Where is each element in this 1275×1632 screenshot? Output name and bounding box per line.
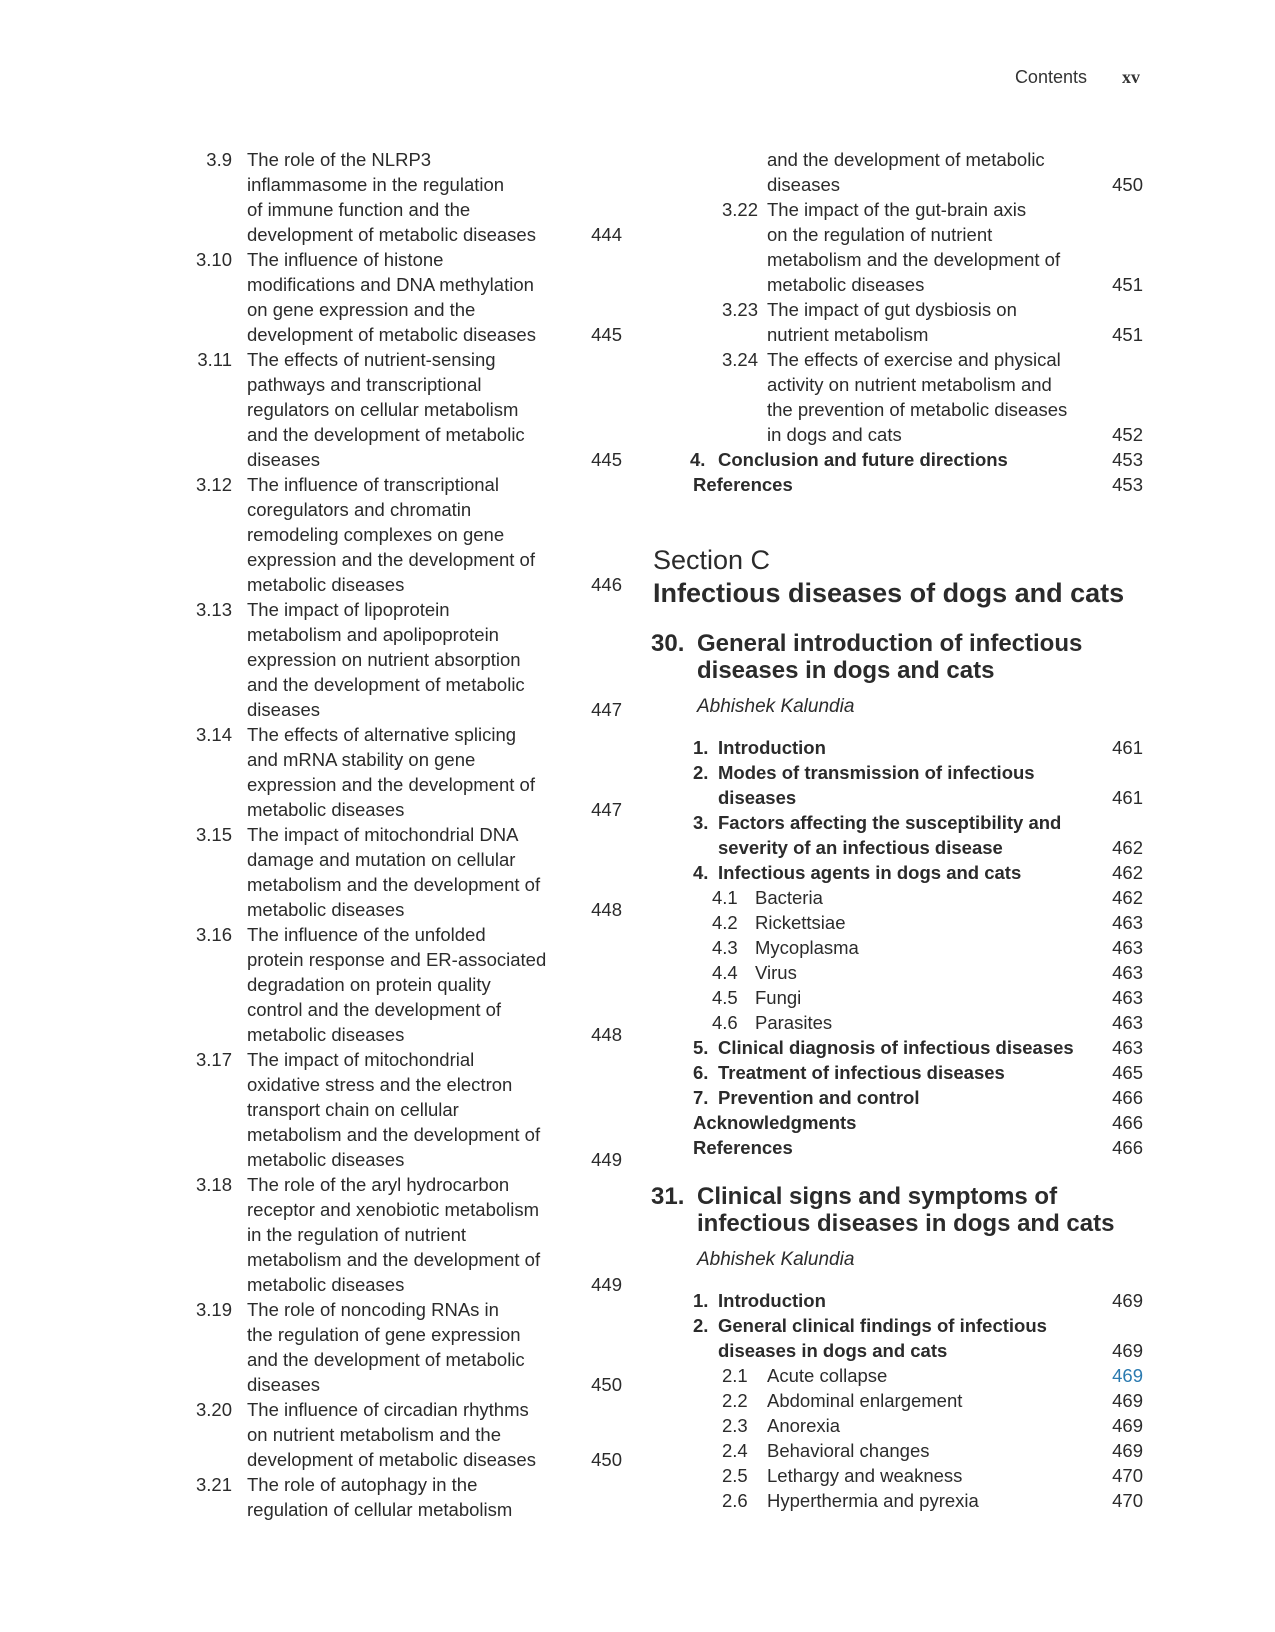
toc-entry-title-line[interactable]: The influence of circadian rhythms <box>247 1399 529 1420</box>
toc-entry-page[interactable]: 463 <box>1112 1037 1143 1058</box>
toc-entry-title-line[interactable]: The role of the aryl hydrocarbon <box>247 1174 510 1195</box>
toc-entry-title-line[interactable]: metabolic diseases <box>247 1024 405 1045</box>
toc-entry-number: 3.18 <box>195 1174 232 1195</box>
toc-entry-page[interactable]: 448 <box>591 899 622 920</box>
toc-entry-page[interactable]: 445 <box>591 449 622 470</box>
toc-entry-page[interactable]: 463 <box>1112 912 1143 933</box>
toc-entry-page[interactable]: 450 <box>591 1374 622 1395</box>
toc-entry-number: 4. <box>690 449 706 470</box>
toc-entry-number: 3.9 <box>206 149 232 170</box>
toc-entry-title-line[interactable]: The effects of exercise and physical <box>767 349 1061 370</box>
toc-entry-title-line[interactable]: The effects of nutrient-sensing <box>247 349 496 370</box>
toc-entry-title-line[interactable]: Prevention and control <box>718 1087 920 1108</box>
toc-entry-title-line[interactable]: The influence of the unfolded <box>247 924 486 945</box>
toc-entry-page[interactable]: 452 <box>1112 424 1143 445</box>
toc-entry-page[interactable]: 449 <box>591 1274 622 1295</box>
toc-entry-page[interactable]: 463 <box>1112 1012 1143 1033</box>
toc-entry-number: 2.6 <box>722 1490 748 1511</box>
toc-entry-title-line[interactable]: Infectious agents in dogs and cats <box>718 862 1022 883</box>
toc-entry-title-line[interactable]: and mRNA stability on gene <box>247 749 476 770</box>
toc-entry-title-line[interactable]: on nutrient metabolism and the <box>247 1424 502 1445</box>
toc-entry-title-line[interactable]: Virus <box>755 962 797 983</box>
toc-entry-number: 3.21 <box>195 1474 232 1495</box>
toc-entry-title-line[interactable]: The influence of transcriptional <box>247 474 499 495</box>
toc-entry-title-line[interactable]: development of metabolic diseases <box>247 324 536 345</box>
toc-entry-number: 3.14 <box>195 724 232 745</box>
toc-entry-number: 3.13 <box>195 599 232 620</box>
toc-entry-title-line[interactable]: The impact of the gut-brain axis <box>767 199 1027 220</box>
toc-entry-page[interactable]: 469 <box>1112 1415 1143 1436</box>
toc-entry-title-line[interactable]: References <box>693 474 793 495</box>
toc-entry-title-line[interactable]: modifications and DNA methylation <box>247 274 534 295</box>
toc-entry-title-line[interactable]: The role of noncoding RNAs in <box>247 1299 499 1320</box>
chapter-author: Abhishek Kalundia <box>697 1249 855 1270</box>
toc-entry-title-line[interactable]: The impact of gut dysbiosis on <box>767 299 1017 320</box>
toc-entry-title-line[interactable]: nutrient metabolism <box>767 324 929 345</box>
toc-entry-number: 3.12 <box>195 474 232 495</box>
toc-entry-page[interactable]: 446 <box>591 574 622 595</box>
toc-entry-page[interactable]: 451 <box>1112 274 1143 295</box>
toc-entry-title-line[interactable]: The influence of histone <box>247 249 444 270</box>
toc-entry-title-line[interactable]: and the development of metabolic <box>767 149 1045 170</box>
toc-entry-number: 2.2 <box>722 1390 748 1411</box>
toc-entry-title-line[interactable]: of immune function and the <box>247 199 471 220</box>
toc-entry-page[interactable]: 447 <box>591 699 622 720</box>
toc-entry-page[interactable]: 466 <box>1112 1087 1143 1108</box>
toc-entry-title-line[interactable]: diseases in dogs and cats <box>718 1340 948 1361</box>
toc-entry-title-line[interactable]: expression and the development of <box>247 549 535 570</box>
toc-entry-title-line[interactable]: remodeling complexes on gene <box>247 524 505 545</box>
toc-entry-page[interactable]: 462 <box>1112 837 1143 858</box>
toc-entry-title-line[interactable]: Introduction <box>718 737 826 758</box>
toc-entry-title-line[interactable]: Bacteria <box>755 887 823 908</box>
toc-entry-title-line[interactable]: oxidative stress and the electron <box>247 1074 513 1095</box>
toc-entry-number: 6. <box>693 1062 709 1083</box>
toc-entry-page[interactable]: 463 <box>1112 962 1143 983</box>
toc-entry-title-line[interactable]: The impact of lipoprotein <box>247 599 450 620</box>
toc-entry-title-line[interactable]: control and the development of <box>247 999 502 1020</box>
toc-entry-page[interactable]: 444 <box>591 224 622 245</box>
toc-entry-title-line[interactable]: expression and the development of <box>247 774 535 795</box>
toc-entry-number: 2.1 <box>722 1365 748 1386</box>
toc-entry-title-line[interactable]: metabolism and apolipoprotein <box>247 624 499 645</box>
toc-entry-title-line[interactable]: and the development of metabolic <box>247 674 525 695</box>
toc-entry-number: 3.11 <box>197 349 232 370</box>
toc-entry-title-line[interactable]: in dogs and cats <box>767 424 902 445</box>
toc-entry-title-line[interactable]: The role of autophagy in the <box>247 1474 478 1495</box>
toc-entry-page[interactable]: 448 <box>591 1024 622 1045</box>
toc-entry-page[interactable]: 463 <box>1112 937 1143 958</box>
toc-entry-title-line[interactable]: diseases <box>247 449 321 470</box>
chapter-number: 31. <box>651 1183 685 1210</box>
toc-entry-title-line[interactable]: metabolism and the development of <box>767 249 1061 270</box>
toc-entry-title-line[interactable]: metabolic diseases <box>767 274 925 295</box>
chapter-title-line[interactable]: infectious diseases in dogs and cats <box>697 1210 1115 1237</box>
toc-entry-title-line[interactable]: Acknowledgments <box>693 1112 857 1133</box>
toc-entry-number: 3.10 <box>195 249 232 270</box>
chapter-number: 30. <box>651 630 685 657</box>
toc-entry-page[interactable]: 449 <box>591 1149 622 1170</box>
toc-entry-title-line[interactable]: metabolism and the development of <box>247 874 541 895</box>
toc-entry-page[interactable]: 445 <box>591 324 622 345</box>
toc-entry-page[interactable]: 461 <box>1112 787 1143 808</box>
toc-entry-title-line[interactable]: Abdominal enlargement <box>767 1390 963 1411</box>
toc-entry-page[interactable]: 453 <box>1112 474 1143 495</box>
toc-entry-number: 2. <box>693 1315 709 1336</box>
toc-entry-title-line[interactable]: Parasites <box>755 1012 833 1033</box>
toc-entry-title-line[interactable]: receptor and xenobiotic metabolism <box>247 1199 540 1220</box>
section-label: Section C <box>653 545 771 575</box>
toc-entry-page[interactable]: 470 <box>1112 1490 1143 1511</box>
toc-entry-title-line[interactable]: transport chain on cellular <box>247 1099 459 1120</box>
chapter-title-line[interactable]: General introduction of infectious <box>697 630 1083 657</box>
toc-entry-title-line[interactable]: development of metabolic diseases <box>247 224 536 245</box>
toc-entry-page[interactable]: 450 <box>1112 174 1143 195</box>
toc-entry-title-line[interactable]: inflammasome in the regulation <box>247 174 505 195</box>
toc-entry-page[interactable]: 466 <box>1112 1112 1143 1133</box>
running-head-label: Contents <box>1014 67 1087 87</box>
toc-entry-title-line[interactable]: activity on nutrient metabolism and <box>767 374 1052 395</box>
toc-entry-title-line[interactable]: and the development of metabolic <box>247 424 525 445</box>
chapter-author: Abhishek Kalundia <box>697 696 855 717</box>
toc-entry-title-line[interactable]: on the regulation of nutrient <box>767 224 993 245</box>
chapter-title-line[interactable]: diseases in dogs and cats <box>697 657 995 684</box>
toc-entry-number: 4.5 <box>712 987 738 1008</box>
toc-entry-title-line[interactable]: coregulators and chromatin <box>247 499 472 520</box>
toc-entry-title-line[interactable]: and the development of metabolic <box>247 1349 525 1370</box>
toc-entry-title-line[interactable]: regulation of cellular metabolism <box>247 1499 513 1520</box>
toc-entry-title-line[interactable]: the regulation of gene expression <box>247 1324 521 1345</box>
toc-entry-title-line[interactable]: Behavioral changes <box>767 1440 930 1461</box>
toc-entry-title-line[interactable]: development of metabolic diseases <box>247 1449 536 1470</box>
toc-entry-number: 3.23 <box>721 299 758 320</box>
toc-entry-title-line[interactable]: metabolic diseases <box>247 1274 405 1295</box>
toc-entry-page[interactable]: 466 <box>1112 1137 1143 1158</box>
toc-entry-title-line[interactable]: the prevention of metabolic diseases <box>767 399 1068 420</box>
toc-entry-number: 1. <box>693 737 709 758</box>
toc-entry-number: 3.20 <box>195 1399 232 1420</box>
toc-entry-title-line[interactable]: severity of an infectious disease <box>718 837 1003 858</box>
toc-entry-title-line[interactable]: Lethargy and weakness <box>767 1465 963 1486</box>
toc-entry-number: 1. <box>693 1290 709 1311</box>
toc-entry-number: 3.19 <box>195 1299 232 1320</box>
toc-entry-title-line[interactable]: Hyperthermia and pyrexia <box>767 1490 979 1511</box>
toc-entry-title-line[interactable]: metabolic diseases <box>247 1149 405 1170</box>
toc-entry-title-line[interactable]: The impact of mitochondrial <box>247 1049 475 1070</box>
toc-entry-title-line[interactable]: General clinical findings of infectious <box>718 1315 1047 1336</box>
toc-entry-number: 2.3 <box>722 1415 748 1436</box>
toc-entry-title-line[interactable]: Fungi <box>755 987 802 1008</box>
toc-entry-title-line[interactable]: diseases <box>718 787 797 808</box>
toc-entry-title-line[interactable]: metabolic diseases <box>247 799 405 820</box>
toc-entry-page[interactable]: 462 <box>1112 862 1143 883</box>
toc-entry-title-line[interactable]: metabolism and the development of <box>247 1249 541 1270</box>
toc-entry-title-line[interactable]: Acute collapse <box>767 1365 888 1386</box>
toc-entry-title-line[interactable]: damage and mutation on cellular <box>247 849 516 870</box>
toc-entry-title-line[interactable]: diseases <box>247 1374 321 1395</box>
toc-entry-number: 3.22 <box>721 199 758 220</box>
toc-entry-page[interactable]: 465 <box>1112 1062 1143 1083</box>
toc-entry-number: 4.1 <box>712 887 738 908</box>
toc-entry-page[interactable]: 469 <box>1112 1290 1143 1311</box>
toc-entry-page[interactable]: 463 <box>1112 987 1143 1008</box>
toc-entry-title-line[interactable]: Rickettsiae <box>755 912 846 933</box>
toc-entry-title-line[interactable]: diseases <box>247 699 321 720</box>
toc-entry-number: 4.2 <box>712 912 738 933</box>
toc-entry-number: 3.24 <box>721 349 758 370</box>
toc-entry-number: 4.4 <box>712 962 738 983</box>
toc-entry-page[interactable]: 470 <box>1112 1465 1143 1486</box>
toc-entry-number: 5. <box>693 1037 709 1058</box>
toc-entry-number: 2.4 <box>722 1440 748 1461</box>
toc-entry-title-line[interactable]: The role of the NLRP3 <box>247 149 432 170</box>
section-title: Infectious diseases of dogs and cats <box>653 578 1125 608</box>
toc-entry-title-line[interactable]: on gene expression and the <box>247 299 476 320</box>
toc-entry-title-line[interactable]: metabolic diseases <box>247 574 405 595</box>
toc-entry-title-line[interactable]: Conclusion and future directions <box>718 449 1008 470</box>
toc-entry-number: 2.5 <box>722 1465 748 1486</box>
toc-entry-title-line[interactable]: metabolism and the development of <box>247 1124 541 1145</box>
toc-entry-title-line[interactable]: in the regulation of nutrient <box>247 1224 467 1245</box>
toc-entry-title-line[interactable]: expression on nutrient absorption <box>247 649 521 670</box>
toc-entry-title-line[interactable]: degradation on protein quality <box>247 974 491 995</box>
page-number: xv <box>1122 67 1140 87</box>
toc-entry-title-line[interactable]: Clinical diagnosis of infectious diseases <box>718 1037 1074 1058</box>
toc-entry-page[interactable]: 451 <box>1112 324 1143 345</box>
toc-entry-title-line[interactable]: Anorexia <box>767 1415 841 1436</box>
toc-entry-title-line[interactable]: The effects of alternative splicing <box>247 724 517 745</box>
toc-entry-page[interactable]: 453 <box>1112 449 1143 470</box>
toc-entry-title-line[interactable]: Modes of transmission of infectious <box>718 762 1035 783</box>
chapter-title-line[interactable]: Clinical signs and symptoms of <box>697 1183 1058 1210</box>
toc-entry-title-line[interactable]: The impact of mitochondrial DNA <box>247 824 519 845</box>
toc-entry-page[interactable]: 461 <box>1112 737 1143 758</box>
toc-entry-page[interactable]: 469 <box>1112 1440 1143 1461</box>
toc-entry-number: 3.15 <box>195 824 232 845</box>
toc-entry-page[interactable]: 462 <box>1112 887 1143 908</box>
toc-entry-page[interactable]: 469 <box>1112 1340 1143 1361</box>
toc-entry-page[interactable]: 469 <box>1112 1390 1143 1411</box>
toc-entry-title-line[interactable]: Treatment of infectious diseases <box>718 1062 1005 1083</box>
toc-entry-number: 3.16 <box>195 924 232 945</box>
toc-entry-title-line[interactable]: Factors affecting the susceptibility and <box>718 812 1062 833</box>
toc-entry-number: 4.3 <box>712 937 738 958</box>
toc-entry-number: 3.17 <box>195 1049 232 1070</box>
toc-entry-page[interactable]: 450 <box>591 1449 622 1470</box>
toc-entry-title-line[interactable]: regulators on cellular metabolism <box>247 399 519 420</box>
toc-entry-number: 4. <box>693 862 709 883</box>
toc-entry-number: 7. <box>693 1087 709 1108</box>
toc-entry-title-line[interactable]: Introduction <box>718 1290 826 1311</box>
toc-entry-title-line[interactable]: metabolic diseases <box>247 899 405 920</box>
toc-entry-title-line[interactable]: diseases <box>767 174 841 195</box>
toc-entry-number: 3. <box>693 812 709 833</box>
toc-entry-title-line[interactable]: pathways and transcriptional <box>247 374 482 395</box>
toc-entry-title-line[interactable]: protein response and ER-associated <box>247 949 547 970</box>
toc-entry-number: 2. <box>693 762 709 783</box>
running-head <box>1015 67 1140 88</box>
toc-entry-number: 4.6 <box>712 1012 738 1033</box>
toc-entry-page[interactable]: 469 <box>1112 1365 1143 1386</box>
toc-entry-title-line[interactable]: Mycoplasma <box>755 937 859 958</box>
toc-entry-page[interactable]: 447 <box>591 799 622 820</box>
toc-entry-title-line[interactable]: References <box>693 1137 793 1158</box>
